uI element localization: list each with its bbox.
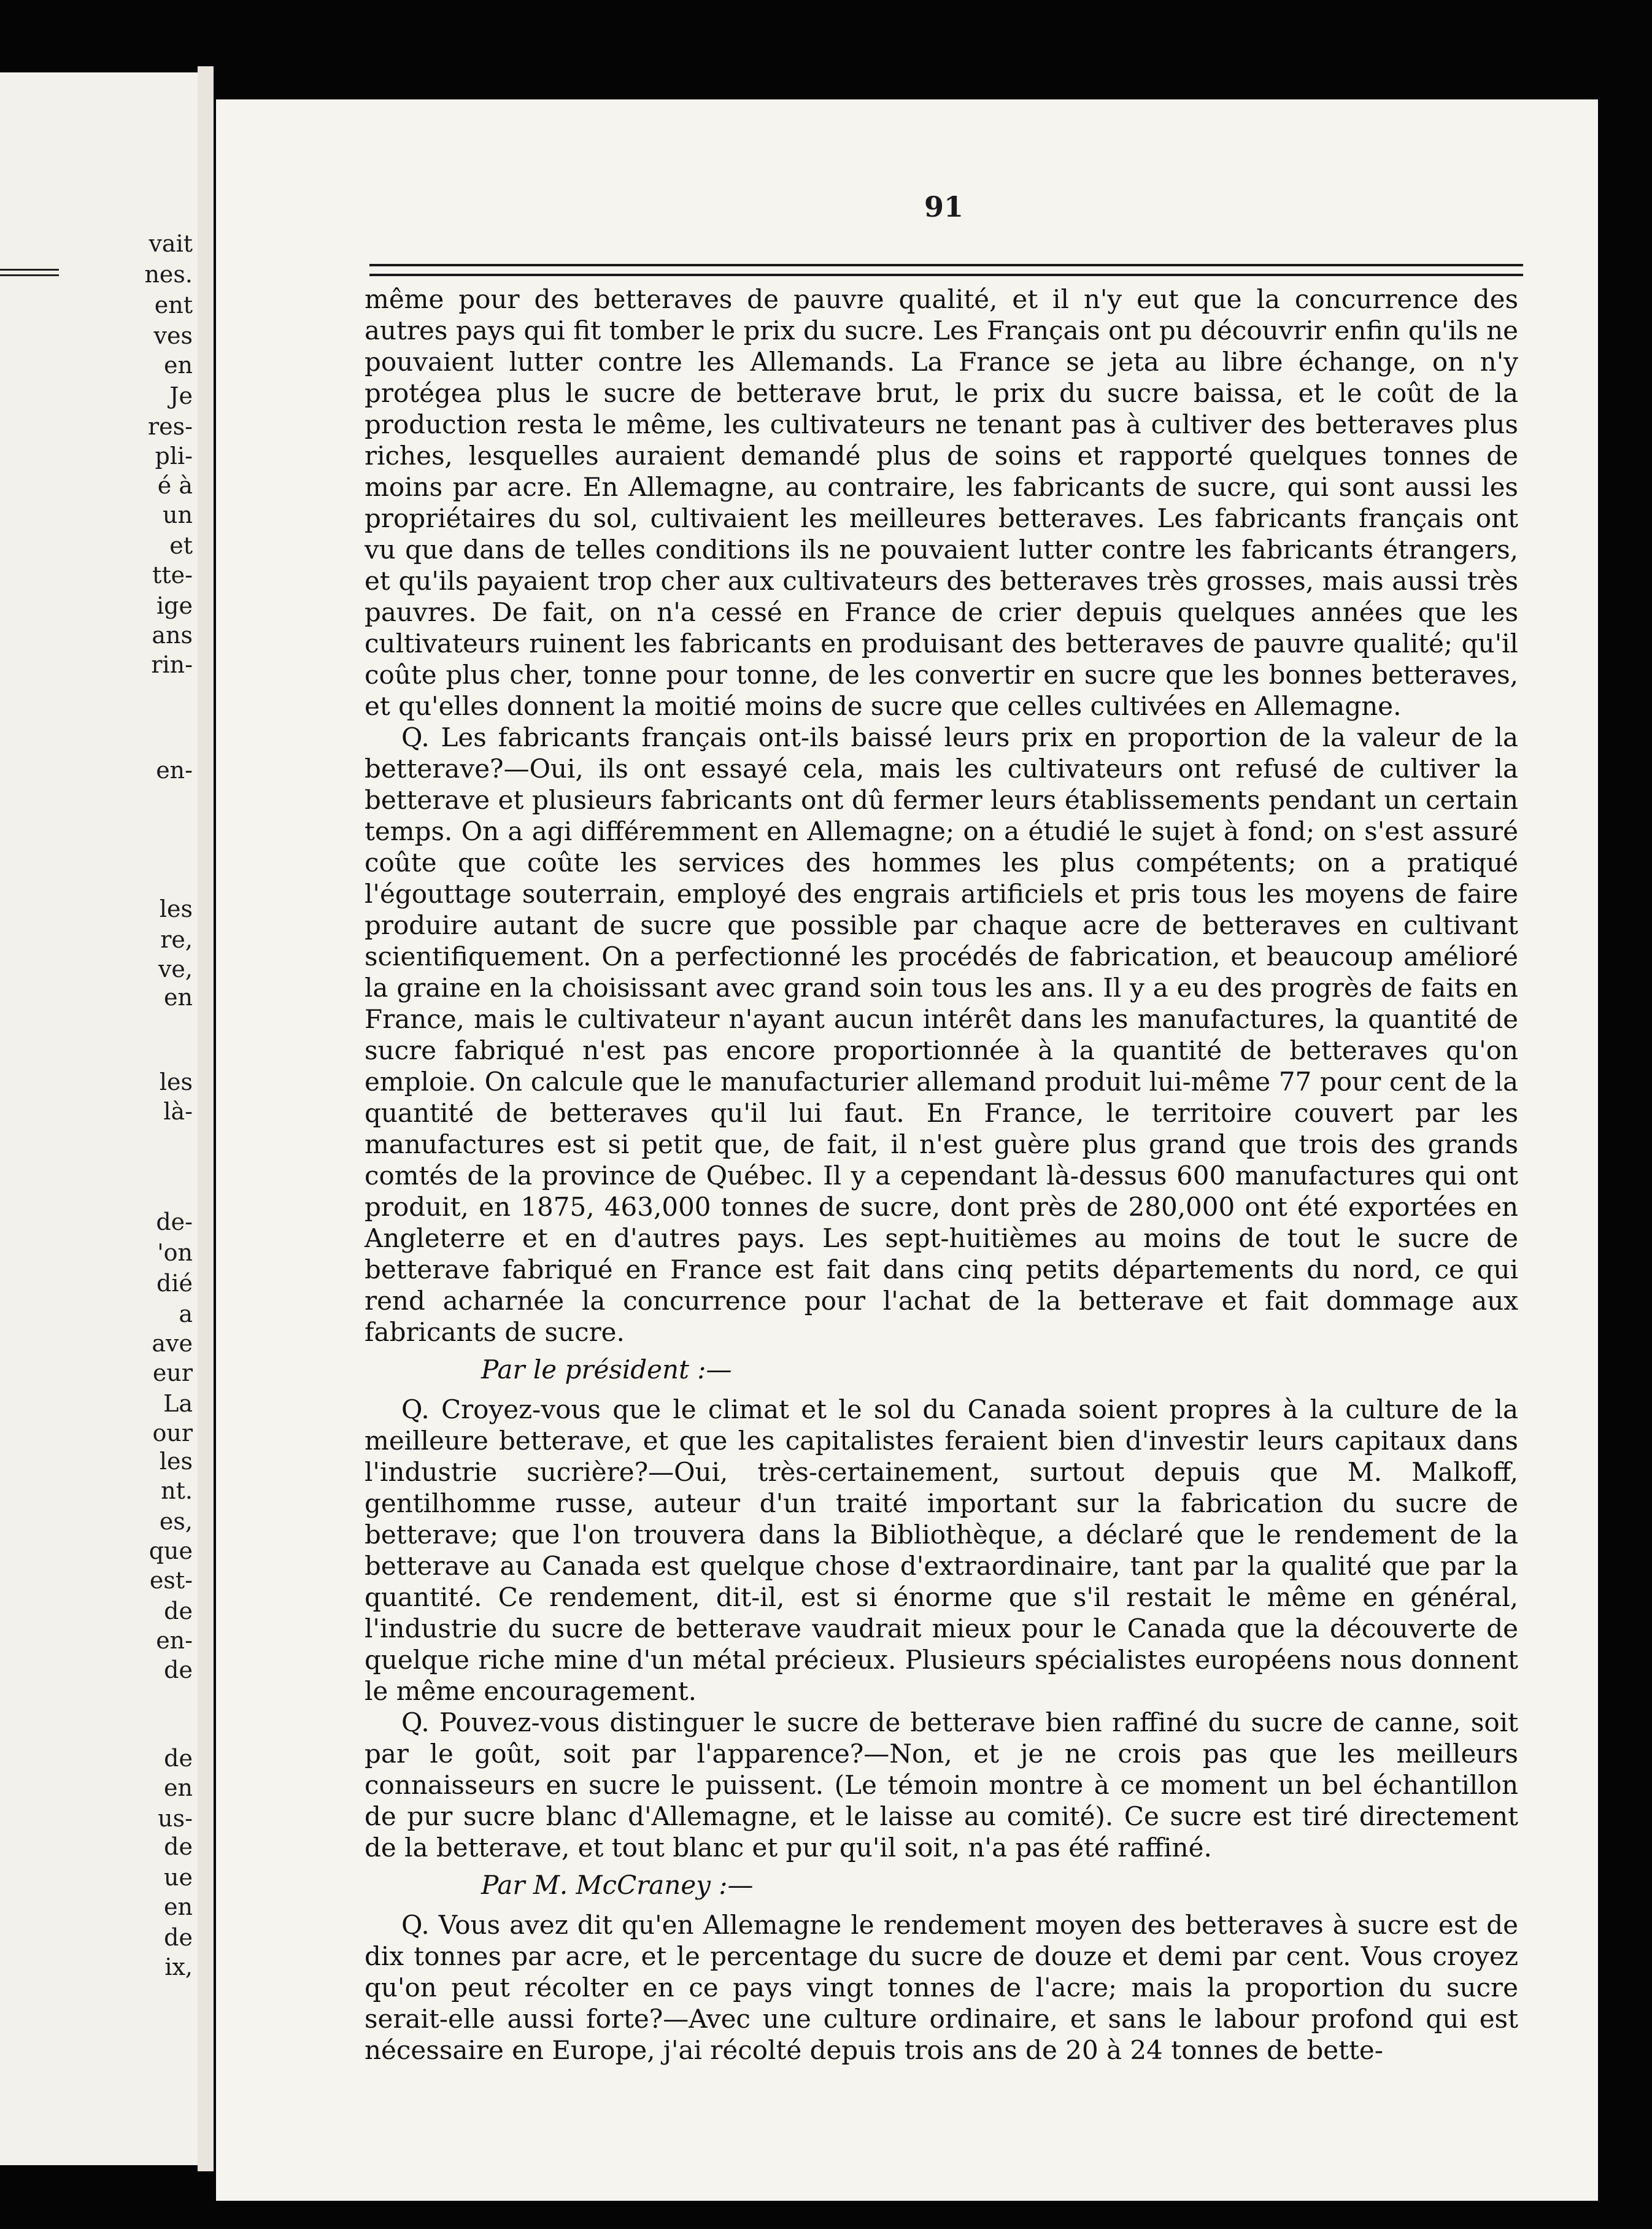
left-page-fragment: rin- — [151, 651, 193, 678]
page-body — [365, 284, 1518, 2066]
right-page — [216, 99, 1598, 2201]
left-page-fragment: en- — [156, 757, 193, 784]
page-number: 91 — [924, 190, 964, 223]
paragraph: Q. Les fabricants français ont-ils baissé leurs prix en proportion de la valeur de la betterave?—Oui, ils ont essayé cela, mais les cultivateurs ont refusé de cultiver la betterave et plusieurs fabricants ont dû fermer leurs établissements pendant un certain temps. On a agi différemment en Allemagne; on a étudié le sujet à fond; on s'est assuré coûte que coûte les services des hommes les plus compétents; on a pratiqué l'égouttage souterrain, employé des engrais artificiels et pris tous les moyens de faire produire autant de sucre que possible par chaque acre de betteraves en cultivant scientifiquement. On a perfectionné les procédés de fabrication, et beaucoup amélioré la graine en la choisissant avec grand soin tous les ans. Il y a eu des progrès de faits en France, mais le cultivateur n'ayant aucun intérêt dans les manufactures, la quantité de sucre fabriqué n'est pas encore proportionnée à la quantité de betteraves qu'on emploie. On calcule que le manufacturier allemand produit lui-même 77 pour cent de la quantité de betteraves qu'il lui faut. En France, le territoire couvert par les manufactures est si petit que, de fait, il n'est guère plus grand que trois des grands comtés de la province de Québec. Il y a cependant là-dessus 600 manufactures qui ont produit, en 1875, 463,000 tonnes de sucre, dont près de 280,000 ont été exportées en Angleterre et en d'autres pays. Les sept-huitièmes au moins de tout le sucre de betterave fabriqué en France est fait dans cinq petits départements du nord, ce qui rend acharnée la concurrence pour l'achat de la betterave et fait dommage aux fabricants de sucre. — [365, 722, 1518, 1347]
header-rule — [369, 264, 1523, 276]
left-page-fragment: de — [164, 1833, 193, 1860]
left-page-fragment: ent — [154, 292, 193, 319]
left-page-fragment: les — [159, 895, 193, 922]
left-page-fragment: 'on — [157, 1239, 193, 1266]
left-page-fragment: de- — [156, 1208, 193, 1235]
left-page-fragment: de — [164, 1924, 193, 1951]
left-page-fragment: our — [152, 1420, 193, 1447]
left-page-fragment: Je — [169, 382, 193, 409]
speaker-heading: Par M. McCraney :— — [481, 1870, 754, 1900]
left-page-fragment: tte- — [152, 562, 193, 589]
speaker-heading: Par le président :— — [481, 1354, 732, 1385]
left-page-fragment: en — [164, 984, 193, 1011]
left-page-fragment: en — [164, 352, 193, 379]
left-page-fragment: les — [159, 1068, 193, 1095]
left-page-fragment: que — [149, 1537, 193, 1564]
left-page-fragment: en- — [156, 1627, 193, 1654]
left-page-fragment: vait — [149, 230, 193, 257]
left-page-fragment: un — [163, 501, 193, 528]
left-page-fragment: les — [159, 1448, 193, 1475]
paragraph: même pour des betteraves de pauvre qualité, et il n'y eut que la concurrence des autres pays qui fit tomber le prix du sucre. Les Français ont pu découvrir enfin qu'ils ne pouvaient lutter contre les Allemands. La France se jeta au libre échange, on n'y protégea plus le sucre de betterave brut, le prix du sucre baissa, et le coût de la production resta le même, les cultivateurs ne tenant pas à cultiver des betteraves plus riches, lesquelles auraient demandé plus de soins et rapporté quelques tonnes de moins par acre. En Allemagne, au contraire, les fabricants de sucre, qui sont aussi les propriétaires du sol, cultivaient les meilleures betteraves. Les fabricants français ont vu que dans de telles conditions ils ne pouvaient lutter contre les fabricants étrangers, et qu'ils payaient trop cher aux cultivateurs des betteraves très grosses, mais aussi très pauvres. De fait, on n'a cessé en France de crier depuis quelques années que les cultivateurs ruinent les fabricants en produisant des betteraves de pauvre qualité; qu'il coûte plus cher, tonne pour tonne, de les convertir en sucre que les bonnes betteraves, et qu'elles donnent la moitié moins de sucre que celles cultivées en Allemagne. — [365, 284, 1518, 721]
left-page-fragment: ans — [152, 622, 193, 649]
left-page-fragment: nes. — [144, 261, 193, 288]
left-page-fragment: ve, — [158, 956, 193, 983]
left-page-fragment: es, — [159, 1508, 193, 1535]
paragraph: Q. Croyez-vous que le climat et le sol du Canada soient propres à la culture de la meilleure betterave, et que les capitalistes feraient bien d'investir leurs capitaux dans l'industrie sucrière?—Oui, très-certainement, surtout depuis que M. Malkoff, gentilhomme russe, auteur d'un traité important sur la fabrication du sucre de betterave; que l'on trouvera dans la Bibliothèque, a déclaré que le rendement de la betterave au Canada est quelque chose d'extraordinaire, tant par la qualité que par la quantité. Ce rendement, dit-il, est si énorme que s'il restait le même en général, l'industrie du sucre de betterave vaudrait mieux pour le Canada que la découverte de quelque riche mine d'un métal précieux. Plusieurs spécialistes européens nous donnent le même encouragement. — [365, 1394, 1518, 1706]
left-page-fragment: ave — [152, 1330, 193, 1357]
left-page-fragment: pli- — [155, 442, 193, 469]
left-page-fragment: res- — [148, 413, 193, 440]
left-page-fragment: en — [164, 1774, 193, 1801]
left-page-fragment: dié — [156, 1270, 193, 1297]
left-page-fragment: ves — [153, 322, 193, 349]
left-page-edge — [0, 72, 204, 2165]
left-page-fragment: ix, — [164, 1953, 193, 1980]
left-page-fragment: ige — [156, 592, 193, 619]
left-page-fragment: et — [169, 532, 193, 559]
left-page-rule — [0, 269, 59, 276]
left-page-fragment: de — [164, 1745, 193, 1772]
left-page-fragment: re, — [160, 926, 193, 953]
left-page-fragment: a — [179, 1300, 193, 1327]
paragraph: Q. Vous avez dit qu'en Allemagne le rendement moyen des betteraves à sucre est de dix tonnes par acre, et le percentage du sucre de douze et demi par cent. Vous croyez qu'on peut récolter en ce pays vingt tonnes de l'acre; mais la proportion du sucre serait-elle aussi forte?—Avec une culture ordinaire, et sans le labour profond qui est nécessaire en Europe, j'ai récolté depuis trois ans de 20 à 24 tonnes de bette- — [365, 1910, 1518, 2065]
left-page-fragment: en — [164, 1893, 193, 1920]
left-page-fragment: La — [163, 1390, 193, 1417]
left-page-fragment: us- — [158, 1805, 193, 1832]
paragraph: Q. Pouvez-vous distinguer le sucre de betterave bien raffiné du sucre de canne, soit par le goût, soit par l'apparence?—Non, et je ne crois pas que les meilleurs connaisseurs en sucre le puissent. (Le témoin montre à ce moment un bel échantillon de pur sucre blanc d'Allemagne, et le laisse au comité). Ce sucre est tiré directement de la betterave, et tout blanc et pur qu'il soit, n'a pas été raffiné. — [365, 1707, 1518, 1863]
left-page-fragment: nt. — [161, 1477, 193, 1504]
left-page-fragment: é à — [157, 472, 193, 499]
page-gutter — [198, 66, 214, 2171]
left-page-fragment: de — [164, 1597, 193, 1624]
left-page-fragment: est- — [149, 1567, 193, 1594]
left-page-fragment: là- — [163, 1098, 193, 1125]
left-page-fragment: eur — [152, 1359, 193, 1386]
left-page-fragment: de — [164, 1656, 193, 1683]
left-page-fragment: ue — [164, 1864, 193, 1891]
